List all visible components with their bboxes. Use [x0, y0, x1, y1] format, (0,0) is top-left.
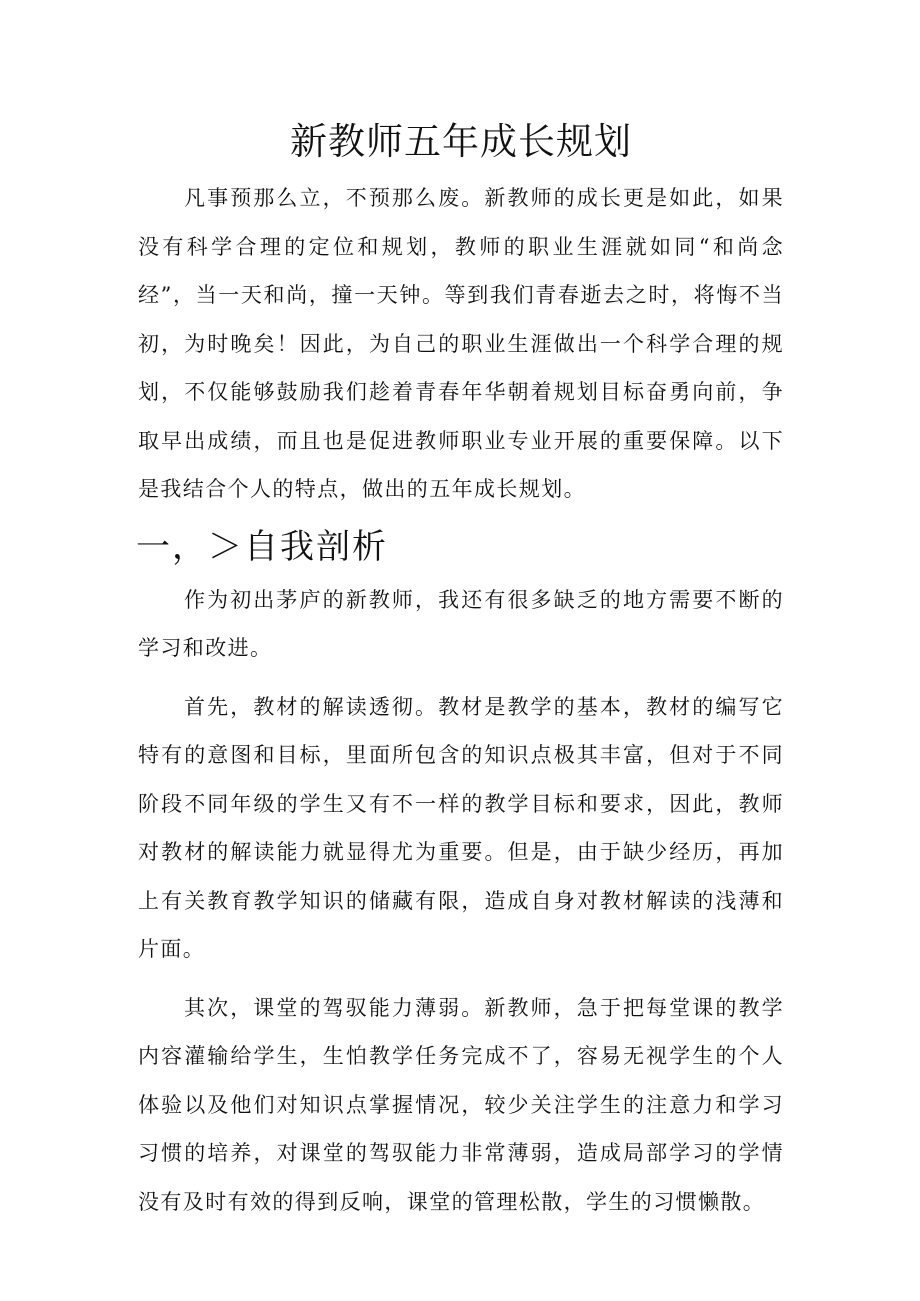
section-paragraph: 首先，教材的解读透彻。教材是教学的基本，教材的编写它特有的意图和目标，里面所包含的知识点极其丰富，但对于不同阶段不同年级的学生又有不一样的教学目标和要求，因此，教师对教材的解读能力就显得尤为重要。但是，由于缺少经历，再加上有关教育教学知识的储藏有限，造成自身对教材解读的浅薄和片面。	[138, 694, 784, 961]
intro-paragraph: 凡事预那么立，不预那么废。新教师的成长更是如此，如果没有科学合理的定位和规划，教师的职业生涯就如同“和尚念经”，当一天和尚，撞一天钟。等到我们青春逝去之时，将悔不当初，为时晚矣！因此，为自己的职业生涯做出一个科学合理的规划，不仅能够鼓励我们趁着青春年华朝着规划目标奋勇向前，争取早出成绩，而且也是促进教师职业专业开展的重要保障。以下是我结合个人的特点，做出的五年成长规划。	[138, 186, 784, 501]
section-paragraph: 其次，课堂的驾驭能力薄弱。新教师，急于把每堂课的教学内容灌输给学生，生怕教学任务完成不了，容易无视学生的个人体验以及他们对知识点掌握情况，较少关注学生的注意力和学习习惯的培养，对课堂的驾驭能力非常薄弱，造成局部学习的学情没有及时有效的得到反响，课堂的管理松散，学生的习惯懒散。	[138, 995, 784, 1214]
document-title: 新教师五年成长规划	[290, 120, 632, 163]
section-heading-self-analysis: 一，＞自我剖析	[136, 526, 388, 567]
section-paragraph: 作为初出茅庐的新教师，我还有很多缺乏的地方需要不断的学习和改进。	[138, 587, 784, 660]
document-body	[138, 112, 784, 1226]
